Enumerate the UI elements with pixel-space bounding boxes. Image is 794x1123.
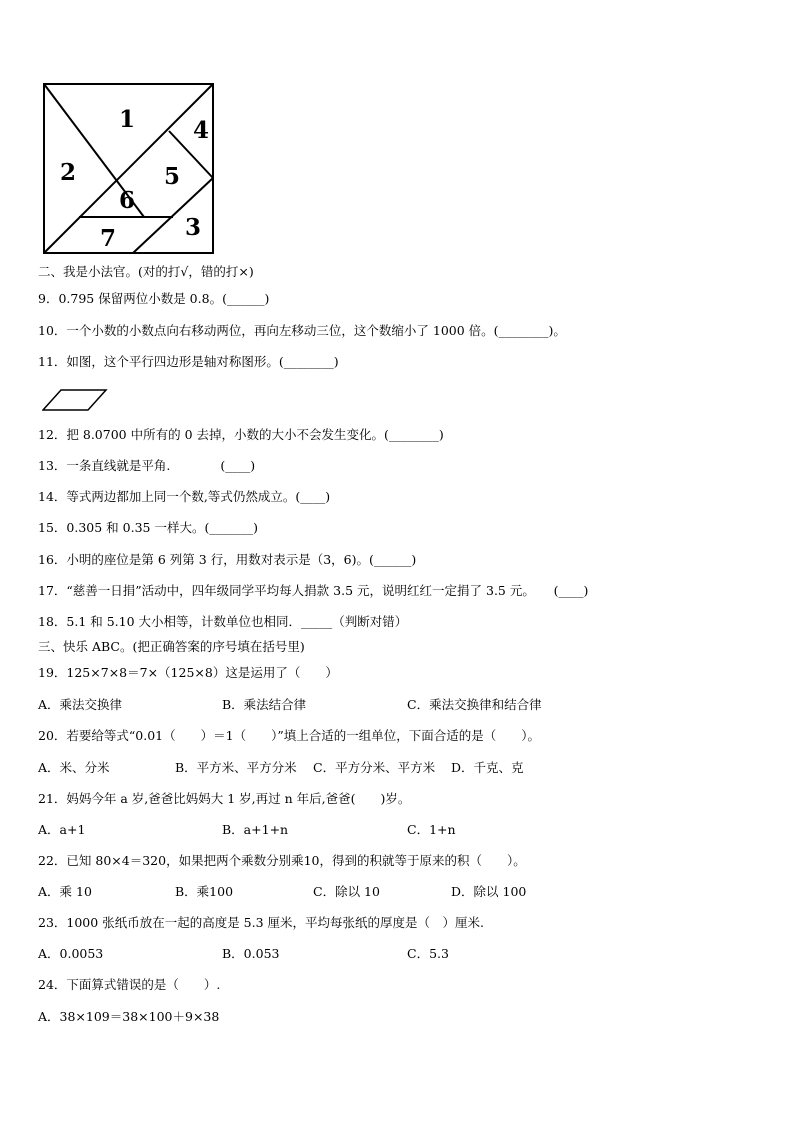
q22-option-b: B．乘100 bbox=[175, 884, 234, 899]
question-20: 20．若要给等式“0.01（ ）＝1（ ）”填上合适的一组单位，下面合适的是（ ）。 bbox=[38, 728, 540, 743]
question-23: 23．1000 张纸币放在一起的高度是 5.3 厘米，平均每张纸的厚度是（ ）厘米. bbox=[38, 915, 484, 930]
question-15: 15．0.305 和 0.35 一样大。(_______) bbox=[38, 520, 258, 535]
question-19: 19．125×7×8＝7×（125×8）这是运用了（ ） bbox=[38, 665, 338, 680]
q22-option-c: C．除以 10 bbox=[313, 884, 380, 899]
q22-option-d: D．除以 100 bbox=[451, 884, 527, 899]
q20-option-b: B．平方米、平方分米 bbox=[175, 760, 297, 775]
piece-label-5: 5 bbox=[164, 163, 181, 190]
piece-label-3: 3 bbox=[185, 214, 202, 241]
piece-label-6: 6 bbox=[119, 187, 136, 214]
q19-option-c: C．乘法交换律和结合律 bbox=[407, 697, 542, 712]
question-22: 22．已知 80×4＝320，如果把两个乘数分别乘10，得到的积就等于原来的积（ ）。 bbox=[38, 853, 526, 868]
tangram-figure bbox=[43, 83, 215, 255]
question-13: 13．一条直线就是平角. (____) bbox=[38, 458, 256, 473]
section3-heading: 三、快乐 ABC。(把正确答案的序号填在括号里) bbox=[38, 639, 305, 654]
section2-heading: 二、我是小法官。(对的打√，错的打×) bbox=[38, 264, 254, 279]
q19-option-a: A．乘法交换律 bbox=[38, 697, 123, 712]
q21-option-a: A．a+1 bbox=[38, 822, 86, 837]
q22-option-a: A．乘 10 bbox=[38, 884, 92, 899]
q23-option-a: A．0.0053 bbox=[38, 946, 104, 961]
q20-option-c: C．平方分米、平方米 bbox=[313, 760, 436, 775]
question-10: 10．一个小数的小数点向右移动两位，再向左移动三位，这个数缩小了 1000 倍。(________)。 bbox=[38, 323, 566, 338]
q23-option-c: C．5.3 bbox=[407, 946, 449, 961]
question-18: 18．5.1 和 5.10 大小相等，计数单位也相同．_____（判断对错） bbox=[38, 614, 408, 629]
parallelogram-figure bbox=[42, 388, 108, 412]
piece-label-4: 4 bbox=[193, 117, 210, 144]
q24-option-a: A．38×109＝38×100＋9×38 bbox=[38, 1009, 220, 1024]
piece-label-1: 1 bbox=[119, 106, 136, 133]
piece-label-7: 7 bbox=[100, 225, 117, 252]
q20-option-a: A．米、分米 bbox=[38, 760, 110, 775]
question-24: 24．下面算式错误的是（ ）. bbox=[38, 977, 221, 992]
question-14: 14．等式两边都加上同一个数,等式仍然成立。(____) bbox=[38, 489, 331, 504]
question-17: 17．“慈善一日捐”活动中，四年级同学平均每人捐款 3.5 元，说明红红一定捐了 3.5 元。 (____) bbox=[38, 583, 589, 598]
q23-option-b: B．0.053 bbox=[222, 946, 280, 961]
question-16: 16．小明的座位是第 6 列第 3 行，用数对表示是（3，6)。(______) bbox=[38, 552, 417, 567]
q19-option-b: B．乘法结合律 bbox=[222, 697, 307, 712]
question-21: 21．妈妈今年 a 岁,爸爸比妈妈大 1 岁,再过 n 年后,爸爸( )岁。 bbox=[38, 791, 411, 806]
q20-option-d: D．千克、克 bbox=[451, 760, 524, 775]
question-9: 9．0.795 保留两位小数是 0.8。(______) bbox=[38, 291, 270, 306]
q21-option-b: B．a+1+n bbox=[222, 822, 289, 837]
question-11: 11．如图，这个平行四边形是轴对称图形。(________) bbox=[38, 354, 339, 369]
piece-label-2: 2 bbox=[60, 159, 77, 186]
question-12: 12．把 8.0700 中所有的 0 去掉，小数的大小不会发生变化。(________) bbox=[38, 427, 444, 442]
q21-option-c: C．1+n bbox=[407, 822, 456, 837]
